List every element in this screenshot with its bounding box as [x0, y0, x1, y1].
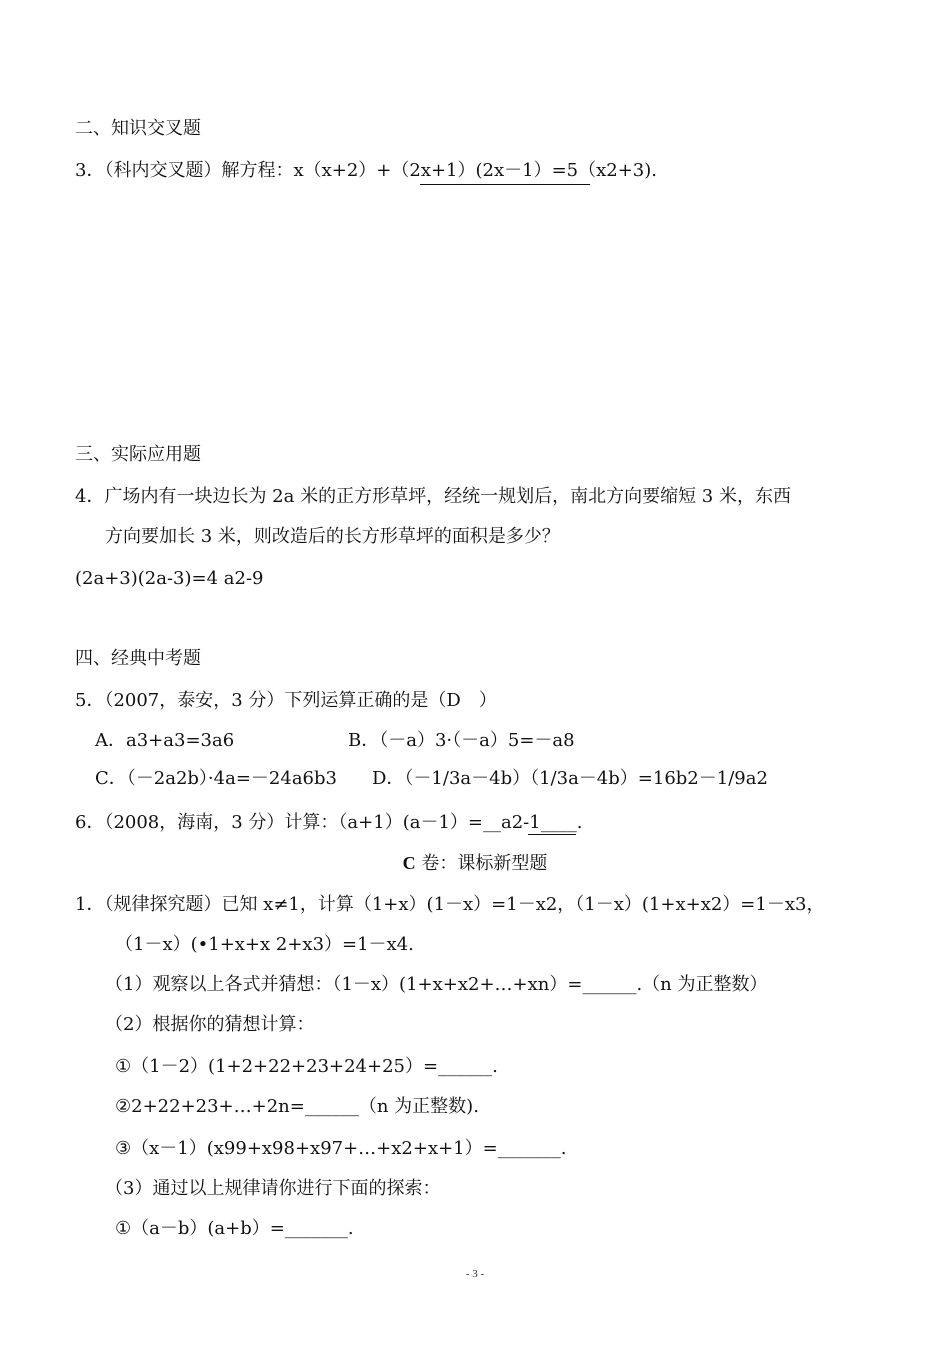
page-number: - 3 - — [465, 1268, 485, 1280]
c1-part-2b: ②2+22+23+…+2n=______（n 为正整数). — [115, 1096, 479, 1117]
section-2-title: 二、知识交叉题 — [75, 118, 201, 139]
question-4-line-2: 方向要加长 3 米，则改造后的长方形草坪的面积是多少？ — [105, 526, 560, 547]
question-4-line-1: 4．广场内有一块边长为 2a 米的正方形草坪，经统一规划后，南北方向要缩短 3 米，东西 — [75, 486, 791, 507]
q6-answer-underline — [528, 834, 576, 835]
c1-part-2a: ①（1－2）(1+2+22+23+24+25）=______. — [115, 1056, 498, 1077]
question-4-answer: (2a+3)(2a-3)=4 a2-9 — [75, 568, 264, 589]
c1-line-2: （1－x）(•1+x+x 2+x3）=1－x4. — [115, 934, 414, 955]
c1-part-3a: ①（a－b）(a+b）=_______. — [115, 1218, 354, 1239]
c1-part-3: （3）通过以上规律请你进行下面的探索： — [105, 1178, 441, 1199]
question-3: 3．（科内交叉题）解方程：x（x+2）+（2x+1）(2x－1）=5（x2+3). — [75, 160, 658, 181]
question-5-option-c: C．（－2a2b）·4a=－24a6b3 — [95, 768, 337, 789]
part-c-title-text: 卷：课标新型题 — [421, 853, 548, 874]
question-5-option-d: D．（－1/3a－4b）（1/3a－4b）=16b2－1/9a2 — [372, 768, 768, 789]
question-5-option-a: A．a3+a3=3a6 — [95, 730, 235, 751]
q3-underline — [420, 184, 590, 185]
c1-line-1: 1．（规律探究题）已知 x≠1，计算（1+x）(1－x）=1－x2，（1－x）(1+x+x2）=1－x3， — [75, 894, 825, 915]
section-3-title: 三、实际应用题 — [75, 444, 201, 465]
part-c-title — [0, 850, 950, 877]
question-5-option-b: B．（－a）3·（－a）5=－a8 — [348, 730, 575, 751]
question-5: 5．（2007，泰安，3 分）下列运算正确的是（D ） — [75, 690, 497, 711]
c1-part-2c: ③（x－1）(x99+x98+x97+…+x2+x+1）=_______. — [115, 1138, 567, 1159]
section-4-title: 四、经典中考题 — [75, 648, 201, 669]
part-c-prefix: C — [402, 853, 416, 873]
question-6: 6．（2008，海南，3 分）计算：（a+1）(a－1）=__a2-1____. — [75, 812, 583, 833]
c1-part-1: （1）观察以上各式并猜想：（1－x）(1+x+x2+…+xn）=______.（n 为正整数） — [105, 974, 768, 995]
c1-part-2: （2）根据你的猜想计算： — [105, 1014, 315, 1035]
